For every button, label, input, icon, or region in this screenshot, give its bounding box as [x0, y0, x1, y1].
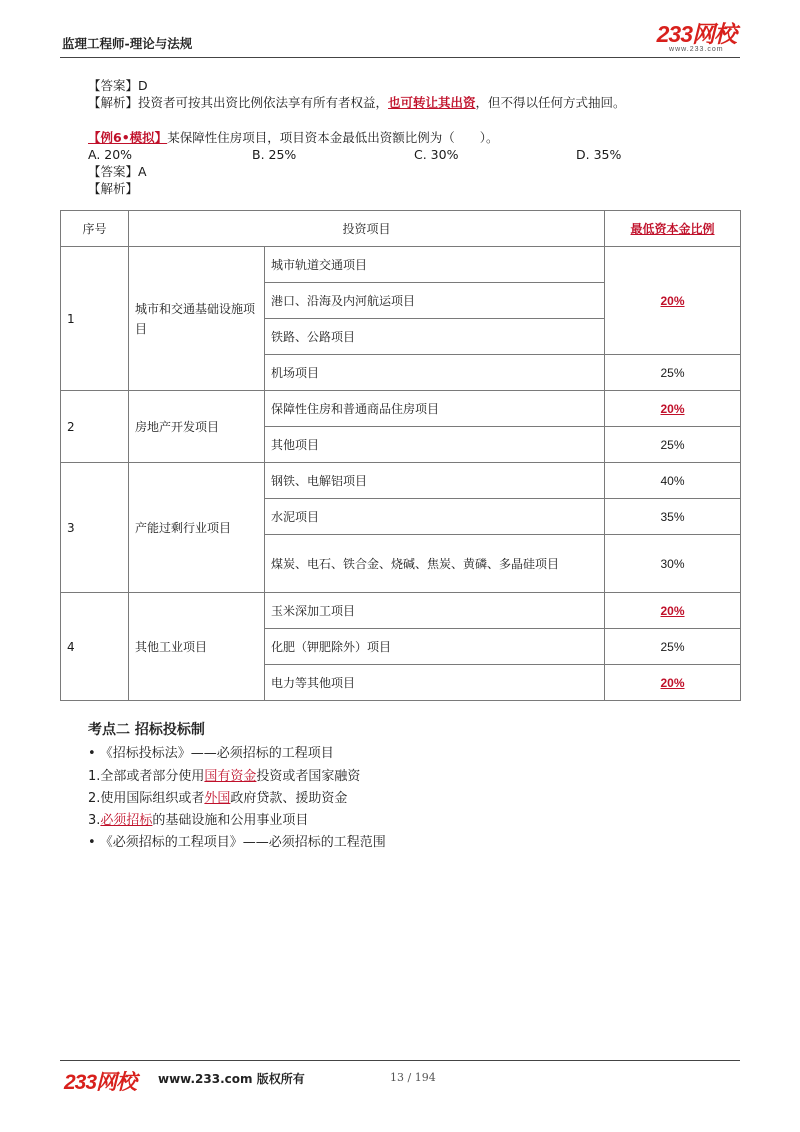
ratio-value: 20%	[660, 603, 685, 618]
document-title: 监理工程师-理论与法规	[62, 36, 193, 51]
project-cell: 城市轨道交通项目	[265, 247, 605, 283]
ratio-cell: 35%	[605, 499, 741, 535]
group-num: 1	[61, 247, 129, 391]
project-cell: 钢铁、电解铝项目	[265, 463, 605, 499]
project-cell: 煤炭、电石、铁合金、烧碱、焦炭、黄磷、多晶硅项目	[265, 535, 605, 593]
section-item	[88, 790, 347, 808]
analysis-prefix: 【解析】投资者可按其出资比例依法享有所有者权益，	[88, 95, 389, 110]
question-analysis: 【解析】	[88, 181, 139, 196]
section-heading: 考点二 招标投标制	[88, 722, 205, 738]
option-a: A. 20%	[88, 147, 133, 162]
ratio-cell: 30%	[605, 535, 741, 593]
answer-line: 【答案】D	[88, 78, 148, 93]
ratio-value: 20%	[660, 293, 685, 308]
ratio-value: 20%	[660, 675, 685, 690]
page-footer	[60, 1060, 740, 1100]
project-cell: 港口、沿海及内河航运项目	[265, 283, 605, 319]
header-num: 序号	[61, 211, 129, 247]
ratio-cell	[605, 247, 741, 355]
item-prefix: 1.全部或者部分使用	[88, 769, 205, 784]
ratio-cell	[605, 593, 741, 629]
header-ratio-text: 最低资本金比例	[630, 222, 715, 236]
group-num: 4	[61, 593, 129, 701]
group-num: 3	[61, 463, 129, 593]
project-cell: 机场项目	[265, 355, 605, 391]
ratio-cell	[605, 665, 741, 701]
ratio-value: 20%	[660, 401, 685, 416]
page-header	[60, 22, 740, 58]
header-ratio	[605, 211, 741, 247]
question-options	[88, 147, 688, 163]
ratio-cell: 40%	[605, 463, 741, 499]
question-stem	[88, 130, 498, 146]
group-category: 城市和交通基础设施项目	[129, 247, 265, 391]
option-d: D. 35%	[576, 147, 622, 162]
item-prefix: 3.	[88, 813, 101, 828]
project-cell: 化肥（钾肥除外）项目	[265, 629, 605, 665]
analysis-highlight: 也可转让其出资	[388, 95, 476, 110]
question-answer: 【答案】A	[88, 164, 147, 179]
table-row	[61, 593, 741, 629]
table-row	[61, 247, 741, 283]
question-tag: 【例6•模拟】	[88, 130, 168, 145]
item-prefix: • 《必须招标的工程项目》——必须招标的工程范围	[88, 835, 386, 850]
page-number: 13 / 194	[390, 1071, 436, 1084]
footer-copyright: www.233.com 版权所有	[158, 1072, 305, 1086]
section-item	[88, 745, 334, 763]
project-cell: 铁路、公路项目	[265, 319, 605, 355]
item-prefix: 2.使用国际组织或者	[88, 791, 205, 806]
analysis-suffix: ，但不得以任何方式抽回。	[475, 95, 626, 110]
ratio-cell: 25%	[605, 355, 741, 391]
item-highlight: 外国	[204, 791, 231, 806]
option-b: B. 25%	[252, 147, 297, 162]
group-category: 房地产开发项目	[129, 391, 265, 463]
option-c: C. 30%	[414, 147, 459, 162]
item-suffix: 政府贷款、援助资金	[230, 791, 348, 806]
table-row	[61, 463, 741, 499]
logo-text: 233网校	[656, 21, 736, 47]
project-cell: 电力等其他项目	[265, 665, 605, 701]
section-item	[88, 812, 308, 830]
project-cell: 其他项目	[265, 427, 605, 463]
project-cell: 水泥项目	[265, 499, 605, 535]
item-suffix: 的基础设施和公用事业项目	[152, 813, 309, 828]
ratio-cell	[605, 391, 741, 427]
logo-url: www.233.com	[669, 46, 724, 53]
section-item	[88, 768, 360, 786]
section-item	[88, 834, 386, 852]
capital-ratio-table	[60, 210, 741, 701]
item-highlight: 国有资金	[204, 769, 257, 784]
footer-logo: 233网校	[64, 1071, 137, 1094]
brand-logo	[657, 22, 736, 54]
item-prefix: • 《招标投标法》——必须招标的工程项目	[88, 746, 334, 761]
group-num: 2	[61, 391, 129, 463]
ratio-cell: 25%	[605, 427, 741, 463]
item-suffix: 投资或者国家融资	[256, 769, 361, 784]
table-row	[61, 391, 741, 427]
project-cell: 玉米深加工项目	[265, 593, 605, 629]
item-highlight: 必须招标	[100, 813, 153, 828]
question-text: 某保障性住房项目，项目资本金最低出资额比例为（ ）。	[167, 130, 499, 145]
group-category: 产能过剩行业项目	[129, 463, 265, 593]
table-header-row	[61, 211, 741, 247]
analysis-line	[88, 95, 626, 111]
project-cell: 保障性住房和普通商品住房项目	[265, 391, 605, 427]
group-category: 其他工业项目	[129, 593, 265, 701]
ratio-cell: 25%	[605, 629, 741, 665]
header-project: 投资项目	[129, 211, 605, 247]
